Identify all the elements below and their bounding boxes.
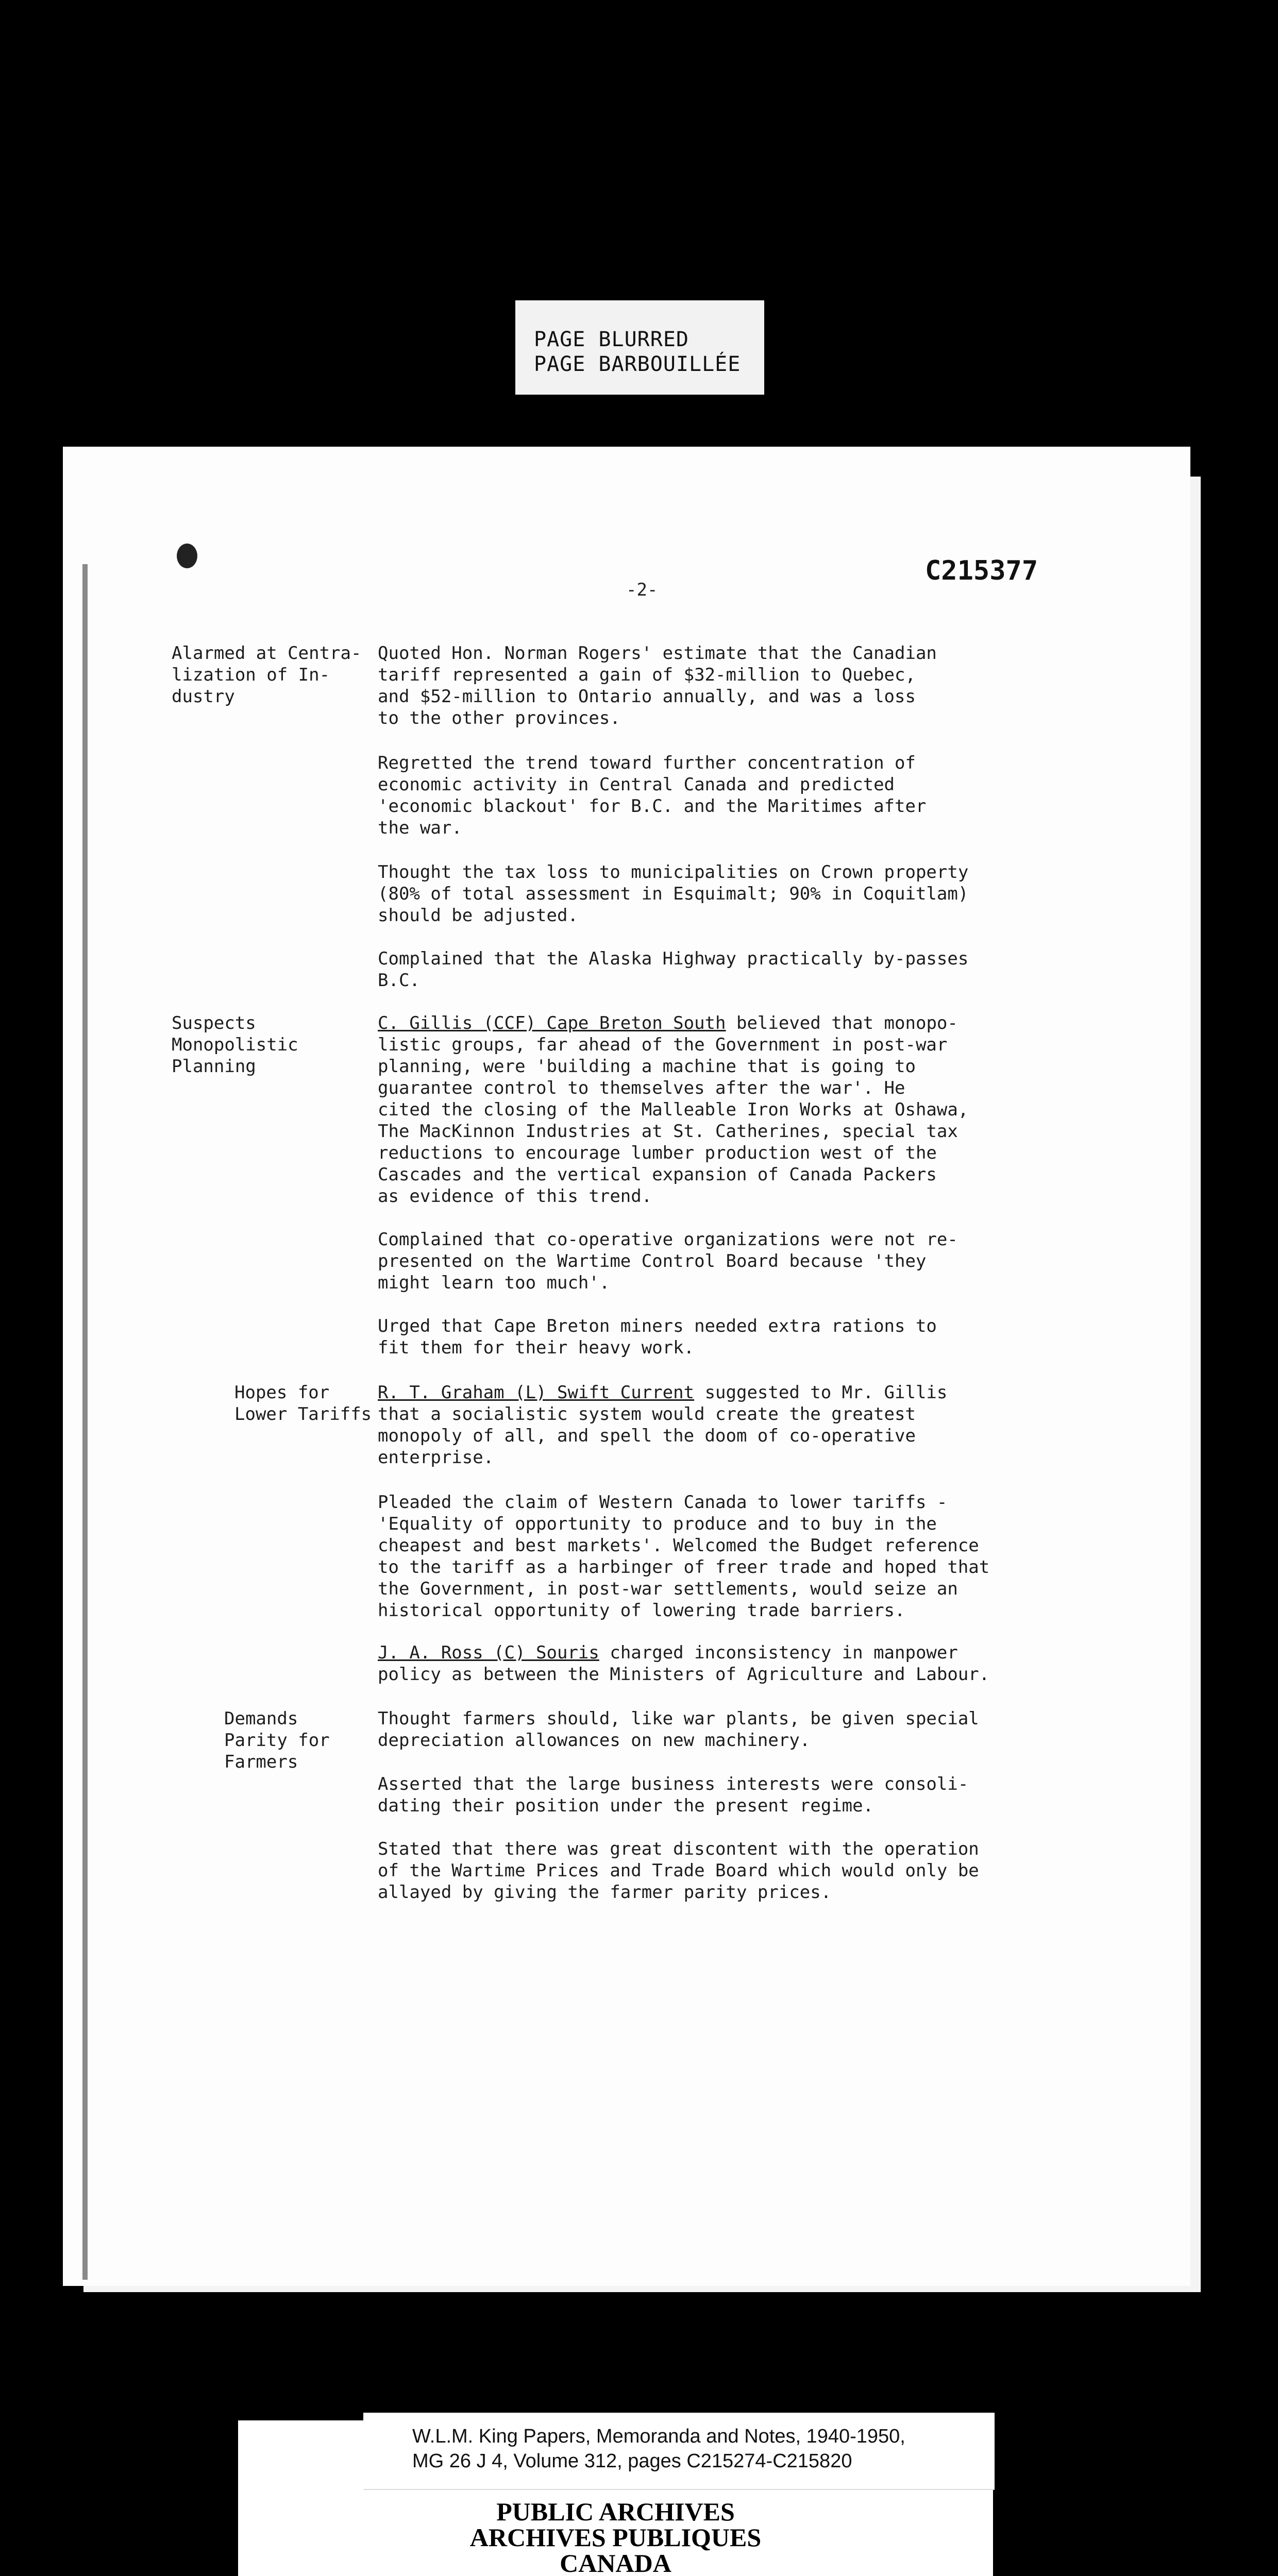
paper-edge (82, 564, 88, 2280)
archives-line-2: ARCHIVES PUBLIQUES (469, 2523, 762, 2552)
paragraph-depreciation: Thought farmers should, like war plants, be given special depreciation allowances on new machinery. (378, 1708, 979, 1751)
paragraph-concentration: Regretted the trend toward further concentration of economic activity in Central Canada and predicted 'economic blackout' for B.C. and the Maritimes after the war. (378, 753, 927, 838)
margin-note-centralization: Alarmed at Centra- lization of In- dustry (172, 643, 362, 707)
paragraph-ross (378, 1642, 1048, 1685)
punch-hole-icon (177, 544, 197, 568)
margin-note-tariffs: Hopes for Lower Tariffs (234, 1382, 372, 1425)
page-number: -2- (626, 580, 658, 600)
paragraph-graham (378, 1382, 1048, 1468)
paragraph-gillis (378, 1012, 1048, 1207)
paragraph-western-canada: Pleaded the claim of Western Canada to lower tariffs - 'Equality of opportunity to produce and to buy in the cheapest and best markets'. Welcomed the Budget reference to the tariff as a harbinger of freer trade and hoped that the Government, in post-war settlements, would seize an historical opportunity of lowering trade barriers. (378, 1492, 990, 1621)
paragraph-alaska-highway: Complained that the Alaska Highway practically by-passes B.C. (378, 948, 969, 991)
speaker-graham: R. T. Graham (L) Swift Current (378, 1382, 695, 1403)
stamp-line-2: PAGE BARBOUILLÉE (534, 352, 741, 376)
stamp-line-1: PAGE BLURRED (534, 328, 689, 351)
page-blurred-stamp (515, 300, 764, 395)
document-number: C215377 (925, 555, 1038, 586)
graham-text: suggested to Mr. Gillis that a socialistic system would create the greatest monopoly of all, and spell the doom of co-operative enterprise. (378, 1382, 948, 1468)
paragraph-miners: Urged that Cape Breton miners needed extra rations to fit them for their heavy work. (378, 1316, 937, 1358)
citation-label: W.L.M. King Papers, Memoranda and Notes, 1940-1950, MG 26 J 4, Volume 312, pages C215274-C215820 (363, 2413, 995, 2490)
speaker-gillis: C. Gillis (CCF) Cape Breton South (378, 1013, 726, 1033)
margin-note-monopolistic: Suspects Monopolistic Planning (172, 1013, 298, 1077)
ross-text: charged inconsistency in manpower policy as between the Ministers of Agriculture and Labour. (378, 1642, 990, 1685)
archives-stamp (238, 2499, 993, 2576)
margin-note-parity: Demands Parity for Farmers (224, 1708, 330, 1772)
paragraph-rogers-estimate: Quoted Hon. Norman Rogers' estimate that the Canadian tariff represented a gain of $32-million to Quebec, and $52-million to Ontario annually, and was a loss to the other provinces. (378, 643, 937, 728)
archives-line-1: PUBLIC ARCHIVES (496, 2497, 735, 2526)
paragraph-tax-loss: Thought the tax loss to municipalities on Crown property (80% of total assessment in Esquimalt; 90% in Coquitlam) should be adjusted. (378, 862, 969, 926)
paragraph-prices-board: Stated that there was great discontent with the operation of the Wartime Prices and Trade Board which would only be allayed by giving the farmer parity prices. (378, 1839, 979, 1903)
gillis-text: believed that monopo- listic groups, far ahead of the Government in post-war planning, were 'building a machine that is going to guarantee control to themselves after the war'. He cited the closing of the Malleable Iron Works at Oshawa, The MacKinnon Industries at St. Catherines, special tax reductions to encourage lumber production west of the Cascades and the vertical expansion of Canada Packers as evidence of this trend. (378, 1013, 969, 1207)
paragraph-business-interests: Asserted that the large business interests were consoli- dating their position under the present regime. (378, 1774, 969, 1816)
speaker-ross: J. A. Ross (C) Souris (378, 1642, 599, 1663)
archives-line-3: CANADA (560, 2549, 671, 2576)
paragraph-cooperatives: Complained that co-operative organizations were not re- presented on the Wartime Control Board because 'they might learn too much'. (378, 1229, 958, 1293)
